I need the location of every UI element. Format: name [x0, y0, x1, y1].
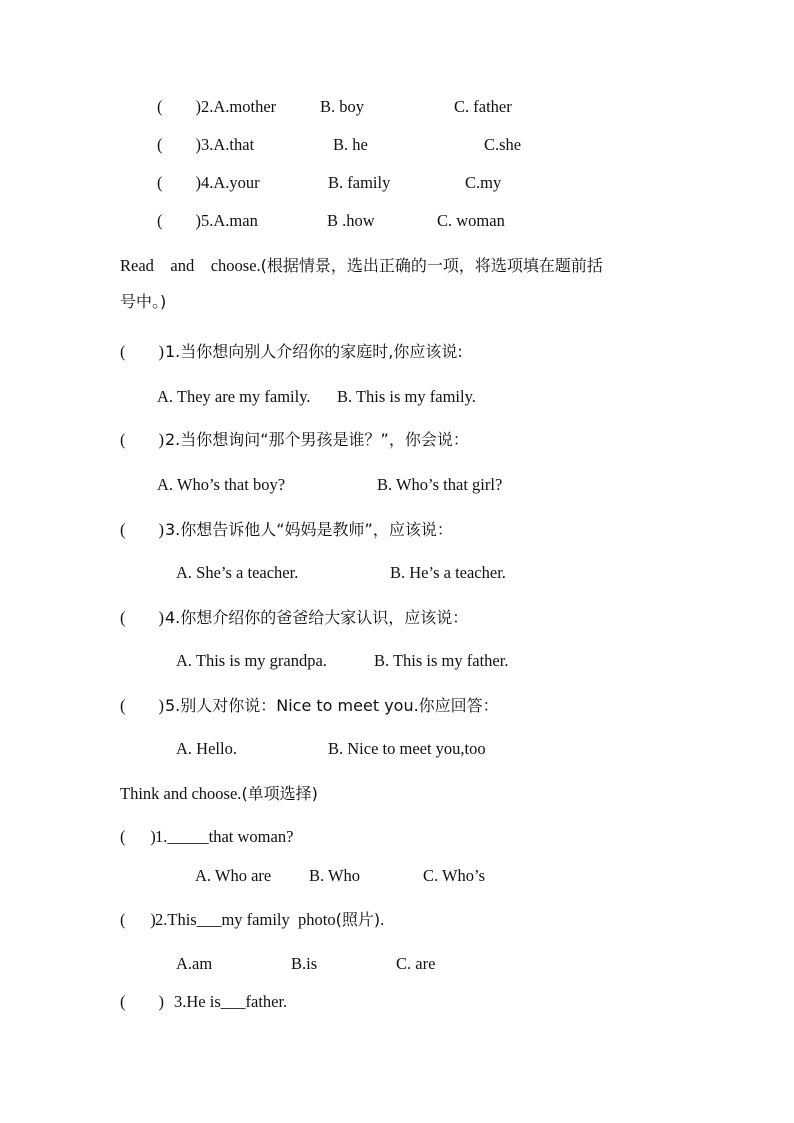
question-option-b: B. boy [320, 97, 365, 116]
question-text: 3.He is___father. [174, 992, 288, 1011]
question-text: 2.This___my family photo(照片). [155, 910, 385, 929]
question-option-a: 4.A.your [201, 173, 260, 192]
question-text: 5.别人对你说：Nice to meet you.你应回答： [165, 696, 499, 715]
question-option-b: B. Who’s that girl? [377, 475, 503, 494]
question-option-c: C. father [454, 97, 512, 116]
question-text: 1.当你想向别人介绍你的家庭时,你应该说: [165, 342, 463, 361]
answer-paren: ( ) [157, 135, 201, 154]
answer-paren: ( ) [157, 97, 201, 116]
question-option-c: C. woman [437, 211, 505, 230]
question-text: 2.当你想询问“那个男孩是谁？”，你会说： [165, 430, 469, 449]
answer-paren: ( ) [157, 173, 201, 192]
question-option-b: B. Who [309, 866, 361, 885]
question-option-b: B. This is my family. [337, 387, 476, 406]
question-option-b: B. He’s a teacher. [390, 563, 506, 582]
answer-paren: ( ) [120, 827, 156, 846]
question-option-a: 5.A.man [201, 211, 258, 230]
section-heading: Read and choose.(根据情景，选出正确的一项，将选项填在题前括 [120, 256, 603, 275]
question-option-b: B. Nice to meet you,too [328, 739, 486, 758]
question-option-a: A. This is my grandpa. [176, 651, 327, 670]
section-heading-cont: 号中。) [120, 292, 167, 311]
question-option-a: A.am [176, 954, 213, 973]
answer-paren: ( ) [120, 992, 164, 1011]
question-option-b: B. family [328, 173, 391, 192]
question-text: 3.你想告诉他人“妈妈是教师”，应该说： [165, 520, 453, 539]
question-option-c: C.she [484, 135, 522, 154]
answer-paren: ( ) [120, 608, 164, 627]
question-option-b: B. he [333, 135, 368, 154]
answer-paren: ( ) [157, 211, 201, 230]
question-option-b: B .how [327, 211, 375, 230]
question-option-a: A. Who are [195, 866, 272, 885]
question-option-a: 3.A.that [201, 135, 255, 154]
question-option-c: C. are [396, 954, 436, 973]
question-option-a: A. Hello. [176, 739, 237, 758]
answer-paren: ( ) [120, 910, 156, 929]
answer-paren: ( ) [120, 342, 164, 361]
question-option-a: 2.A.mother [201, 97, 277, 116]
answer-paren: ( ) [120, 696, 164, 715]
answer-paren: ( ) [120, 520, 164, 539]
question-option-a: A. They are my family. [157, 387, 311, 406]
question-option-c: C. Who’s [423, 866, 486, 885]
answer-paren: ( ) [120, 430, 164, 449]
question-option-b: B. This is my father. [374, 651, 509, 670]
question-option-b: B.is [291, 954, 318, 973]
question-option-a: A. Who’s that boy? [157, 475, 286, 494]
question-text: 4.你想介绍你的爸爸给大家认识，应该说： [165, 608, 469, 627]
question-option-c: C.my [465, 173, 502, 192]
question-option-a: A. She’s a teacher. [176, 563, 299, 582]
question-text: 1._____that woman? [155, 827, 294, 846]
section-heading: Think and choose.(单项选择) [120, 784, 318, 803]
